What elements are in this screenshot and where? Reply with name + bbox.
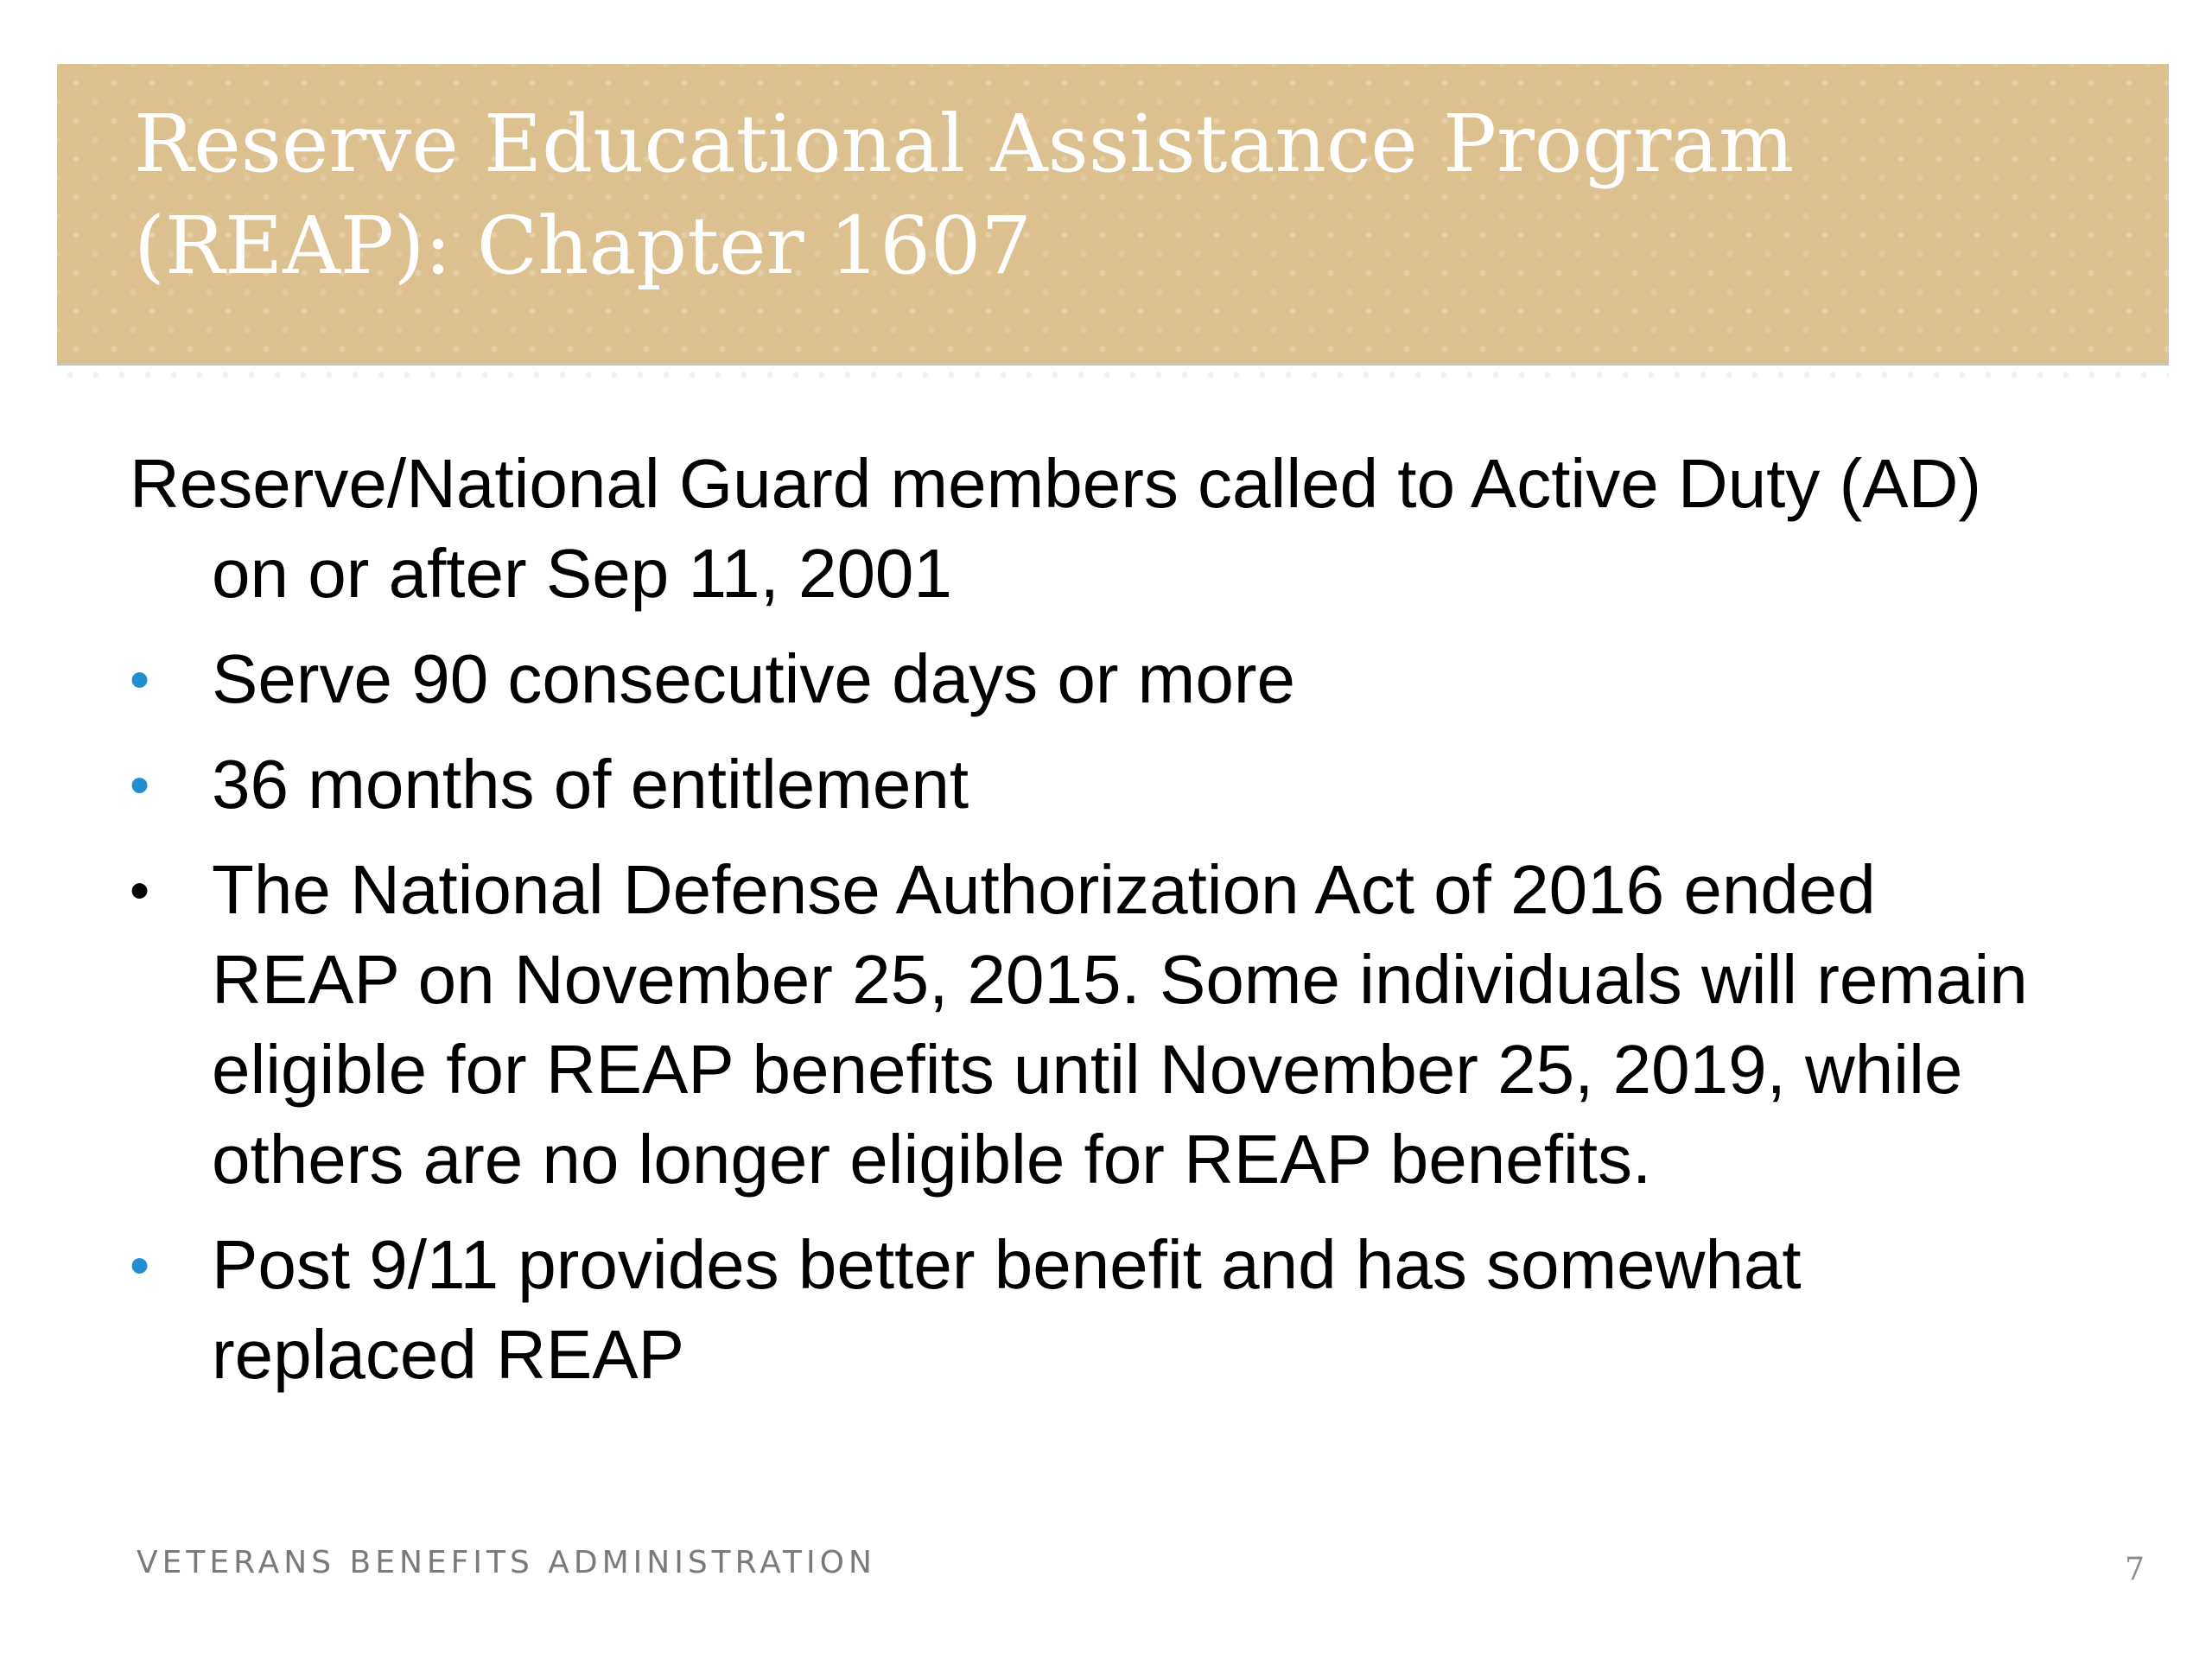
- bullet-item: [130, 740, 2074, 830]
- title-banner-divider: [57, 363, 2169, 365]
- bullet-text: 36 months of entitlement: [212, 746, 969, 823]
- bullet-dot-icon: •: [130, 647, 150, 711]
- bullet-dot-icon: •: [130, 1233, 150, 1297]
- bullet-dot-icon: •: [130, 753, 150, 817]
- bullet-text: Serve 90 consecutive days or more: [212, 640, 1295, 717]
- bullet-item: [130, 634, 2074, 724]
- footer-agency-name: VETERANS BENEFITS ADMINISTRATION: [137, 1545, 876, 1580]
- bullet-dot-icon: •: [130, 858, 150, 922]
- bullet-list: [130, 634, 2074, 1400]
- bullet-item: [130, 845, 2074, 1205]
- bullet-text: The National Defense Authorization Act of 2016 ended REAP on November 25, 2015. Some individuals will remain eligible for REAP benefits until November 25, 2019, while others are no longer eligible for REAP benefits.: [212, 851, 2028, 1198]
- slide-title: Reserve Educational Assistance Program (REAP): Chapter 1607: [134, 98, 1795, 292]
- page-number: 7: [2125, 1552, 2145, 1587]
- bullet-item: [130, 1220, 2074, 1400]
- slide-content: [130, 439, 2074, 1415]
- intro-text: Reserve/National Guard members called to Active Duty (AD) on or after Sep 11, 2001: [130, 445, 1982, 612]
- bullet-text: Post 9/11 provides better benefit and has somewhat replaced REAP: [212, 1226, 1802, 1393]
- title-banner-shadow: [57, 363, 2169, 387]
